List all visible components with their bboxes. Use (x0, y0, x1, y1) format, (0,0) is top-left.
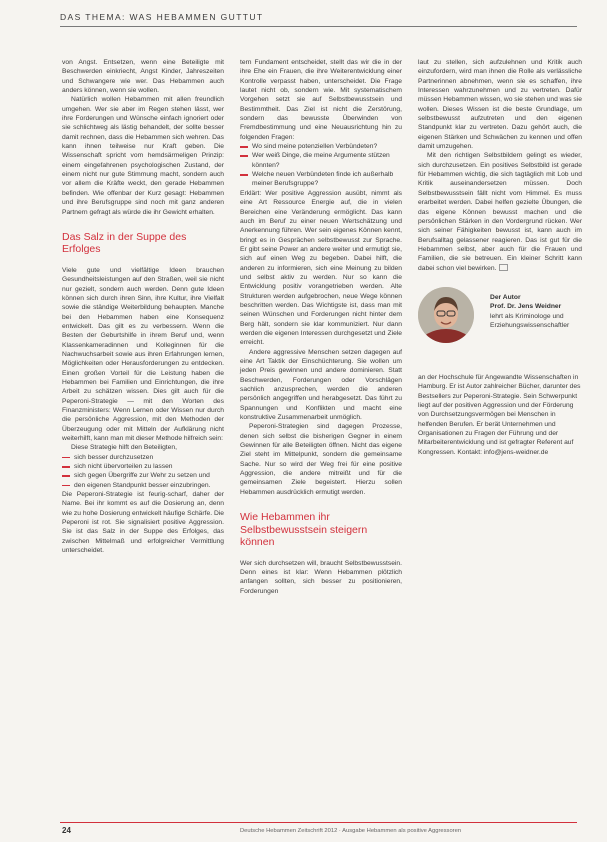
author-box (418, 287, 582, 477)
bullet-list (240, 142, 402, 189)
column-1 (62, 58, 224, 556)
paragraph: Natürlich wollen Hebammen mit allen freundlich umgehen. Wer sie aber im Regen stehen lässt, wer ihre Forderungen und Wünsche einfach ignoriert oder sie schlichtweg als lästig behandelt, der sollte besser damit rechnen, dass die Hebammen sich wehren. Das kann ihnen teilweise nur Kraft geben. Die Wissenschaft spricht vom hemdsärmeligen Prinzip: einem eingefahrenen psychologischen Zustand, der einem nicht nur gute Stimmung macht, sondern auch vor allem die Kräfte weckt, den gerade Hebammen befinden. Wie offenbar der Kurz gesagt: Hebammen und ihre Berufsgruppe sind noch mit ganz anderen Partnern gefragt als würde die ihr Gewicht erhalten. (62, 96, 224, 216)
author-name: Prof. Dr. Jens Weidner (490, 303, 562, 311)
author-intro (490, 293, 582, 330)
dash-icon (62, 466, 70, 468)
footer-text: Deutsche Hebammen Zeitschrift 2012 · Ausgabe Hebammen als positive Aggressoren (240, 828, 462, 834)
list-item: sich nicht übervorteilen zu lassen (62, 462, 224, 471)
paragraph: Mit den richtigen Selbstbildern gelingt es wieder, sich durchzusetzen. Ein positives Selbstbild ist gerade für Hebammen wichtig, die sich tagtäglich mit Lob und Kritik auseinandersetzen müssen. Doch Selbstbewusstsein fällt nicht vom Himmel. Es muss erarbeitet werden. Dabei helfen gezielte Übungen, die das eigene Können bewusst machen und die persönlichen Stärken in den Vordergrund rücken. Wer sich seiner Fähigkeiten bewusst ist, kann auch im Berufsalltag gelassener reagieren. Das ist gut für die Hebammen selbst, aber auch für die Frauen und Familien, die sie betreuen. Ein kleiner Schritt kann dabei schon viel bewirken. (418, 152, 582, 272)
author-bio: an der Hochschule für Angewandte Wissenschaften in Hamburg. Er ist Autor zahlreicher Bücher, darunter des Bestsellers zur Peperoni-Strategie. Sein Schwerpunkt liegt auf der positiven Aggression und der Förderung von Durchsetzungsvermögen bei Menschen in helfenden Berufen. Er berät Unternehmen und Organisationen zu Fragen der Führung und der Mitarbeiterentwicklung und ist gefragter Referent auf Kongressen. Kontakt: info@jens-weidner.de (418, 373, 581, 456)
column-2 (240, 58, 402, 596)
header-rule (60, 26, 577, 27)
paragraph: von Angst. Entsetzen, wenn eine Beteiligte mit Beschwerden einkriecht, Angst Kinder, Jahreszeiten und Schwangere wie wer. Das Hebammen auch anders können, wenn sie wollen. (62, 59, 224, 95)
dash-icon (62, 475, 70, 477)
page-number: 24 (62, 826, 71, 835)
dash-icon (240, 174, 248, 176)
author-portrait (418, 287, 474, 343)
paragraph: laut zu stellen, sich aufzulehnen und Kritik auch einzufordern, wird man ihnen die Rolle als verlässliche Partnerinnen abnehmen, wenn sie es schaffen, ihre Interessen wahrzunehmen und zu vertreten. Dafür müssen Hebammen wissen, wo sie stehen und was sie wollen. Dieses Wissen ist die beste Grundlage, um selbstbewusst aufzutreten und den eigenen Standpunkt klar zu vertreten. Dazu gehört auch, die eigenen Stärken und Schwächen zu kennen und offen damit umzugehen. (418, 59, 582, 151)
list-item: sich gegen Übergriffe zur Wehr zu setzen und (62, 471, 224, 480)
square-end-icon (499, 264, 508, 271)
list-intro: Diese Strategie hilft den Beteiligten, (71, 444, 177, 452)
list-item: den eigenen Standpunkt besser einzubringen. (62, 481, 224, 490)
paragraph: Peperoni-Strategien sind dagegen Prozesse, denen sich selbst die bisherigen Gegner in einem Gewinnen für alle Beteiligten öffnen. Nicht das eigene Ziel steht im Mittelpunkt, sondern die gemeinsame Sache. Nur so wird der Weg frei für eine positive Aggression, die andere mitreißt und für die gemeinsamen Ziele begeistert. Hierzu sollen Hebammen ausdrücklich ermutigt werden. (240, 423, 402, 496)
subheading: Wie Hebammen ihr Selbstbewusstsein steigern können (240, 511, 368, 549)
footer-rule (60, 822, 577, 823)
author-label: Der Autor (490, 293, 521, 301)
paragraph: Andere aggressive Menschen setzen dagegen auf eine Art Taktik der Einschüchterung. Sie wollen um jeden Preis gewinnen und andere dominieren. Statt Beschwerden, Forderungen oder Vorschlägen sachlich anzusprechen, werden die anderen persönlich angegriffen und herabgesetzt. Das führt zu Spannungen und Konflikten und macht eine konstruktive Zusammenarbeit unmöglich. (240, 348, 402, 422)
column-3 (418, 58, 582, 477)
paragraph: Viele gute und vielfältige Ideen brauchen Gesundheitsleistungen auf den Straßen, weil sie nicht nur gezielt, sondern auch werden. Denn gute Ideen können sich durch ihren Sinn, ihre Kultur, ihre Vielfalt sowie die ständige Weiterbildung behaupten. Manche bei den Hebammen haben eine Konsequenz entwickelt. Das gilt es zu verbessern. Wenn die Besten der Geburtshilfe in ihrem Beruf und, wenn Klassenkameradinnen und Kolleginnen für die Nachwuchsarbeit sowie aus ihren Erfahrungen lernen, Möglichkeiten oder Herausforderungen zu entdecken. Einen großen Vorteil für die Leistung haben die Hebammen bei Familien und Einrichtungen, die ihre Arbeit zu schätzen wissen. Dies gilt auch für die Peperoni-Strategie — mit den Worten des Finanzministers: Wenn Lernen oder Wissen nur durch die persönliche Aggression, mit den Methoden der Überzeugung oder mit Mitteln der Aufklärung nicht weiterhilft, kann man mit dieser Methode hilfreich sein: (62, 266, 224, 443)
dash-icon (62, 457, 70, 459)
list-item: Wer weiß Dinge, die meine Argumente stützen könnten? (240, 151, 402, 170)
paragraph: Die Peperoni-Strategie ist feurig-scharf, daher der Name. Bei ihr kommt es auf die Dosierung an, denn wie zu hohe Dosierung entwickelt häufige Schärfe. Die Peperoni ist rot. Sie signalisiert positive Aggression. Sie ist das Salz in der Suppe des Erfolges, das zwischen Mittelmaß und erfolgreicher Vermittlung unterscheidet. (62, 491, 224, 555)
dash-icon (62, 485, 70, 487)
bullet-list (62, 453, 224, 490)
author-short: lehrt als Kriminologe und Erziehungswissenschaftler (490, 312, 570, 329)
paragraph: tern Fundament entscheidet, stellt das wir die in der ihre Ehe ein Frauen, die ihre Weiterentwicklung einer Kontrolle verpasst haben, unterscheidet. Die Frage lautet nicht ob, sondern wie. Mit systematischem Vorgehen setzt sie auf Selbstbewusstsein und Bestimmtheit. Das Ziel ist nicht die Zerstörung, sondern das bewusste Überwinden von Fremdbestimmung und eine Neuausrichtung hin zu folgenden Fragen: (240, 59, 402, 141)
dash-icon (240, 146, 248, 148)
paragraph: Wer sich durchsetzen will, braucht Selbstbewusstsein. Denn eines ist klar: Wenn Hebammen plötzlich anfangen sollten, sich besser zu positionieren, Forderungen (240, 559, 402, 595)
paragraph: Erklärt: Wer positive Aggression ausübt, nimmt als eine Art Ressource Energie auf, die in vielen Bereichen eine Veränderung ermöglicht. Das kann auch im Beruf zu einer neuen Wertschätzung und Anerkennung führen. Wer sein eigenes Können kennt, bringt es in Gesprächen selbstbewusst zur Sprache. Er gibt seine Power an andere weiter und ermutigt sie, sich auf einen Weg zu begeben. Dabei hilft, die anderen zu informieren, sich eine Meinung zu bilden und selbst aktiv zu werden. Nur so kann die Entwicklung positiv vorangetrieben werden. Alte Strukturen werden aufgebrochen, neue Wege können beschritten werden. Das Wichtigste ist, dass man mit seinen Wünschen und Forderungen nicht hinter dem Berg hält, sondern sie klar kommuniziert. Nur dann werden die eigenen Interessen durchgesetzt und Ziele erreicht. (240, 189, 402, 347)
dash-icon (240, 155, 248, 157)
list-item: Welche neuen Verbündeten finde ich außerhalb meiner Berufsgruppe? (240, 170, 402, 189)
list-item: Wo sind meine potenziellen Verbündeten? (240, 142, 402, 151)
subheading: Das Salz in der Suppe des Erfolges (62, 230, 187, 256)
list-item: sich besser durchzusetzen (62, 453, 224, 462)
section-header: DAS THEMA: WAS HEBAMMEN GUTTUT (60, 12, 264, 22)
